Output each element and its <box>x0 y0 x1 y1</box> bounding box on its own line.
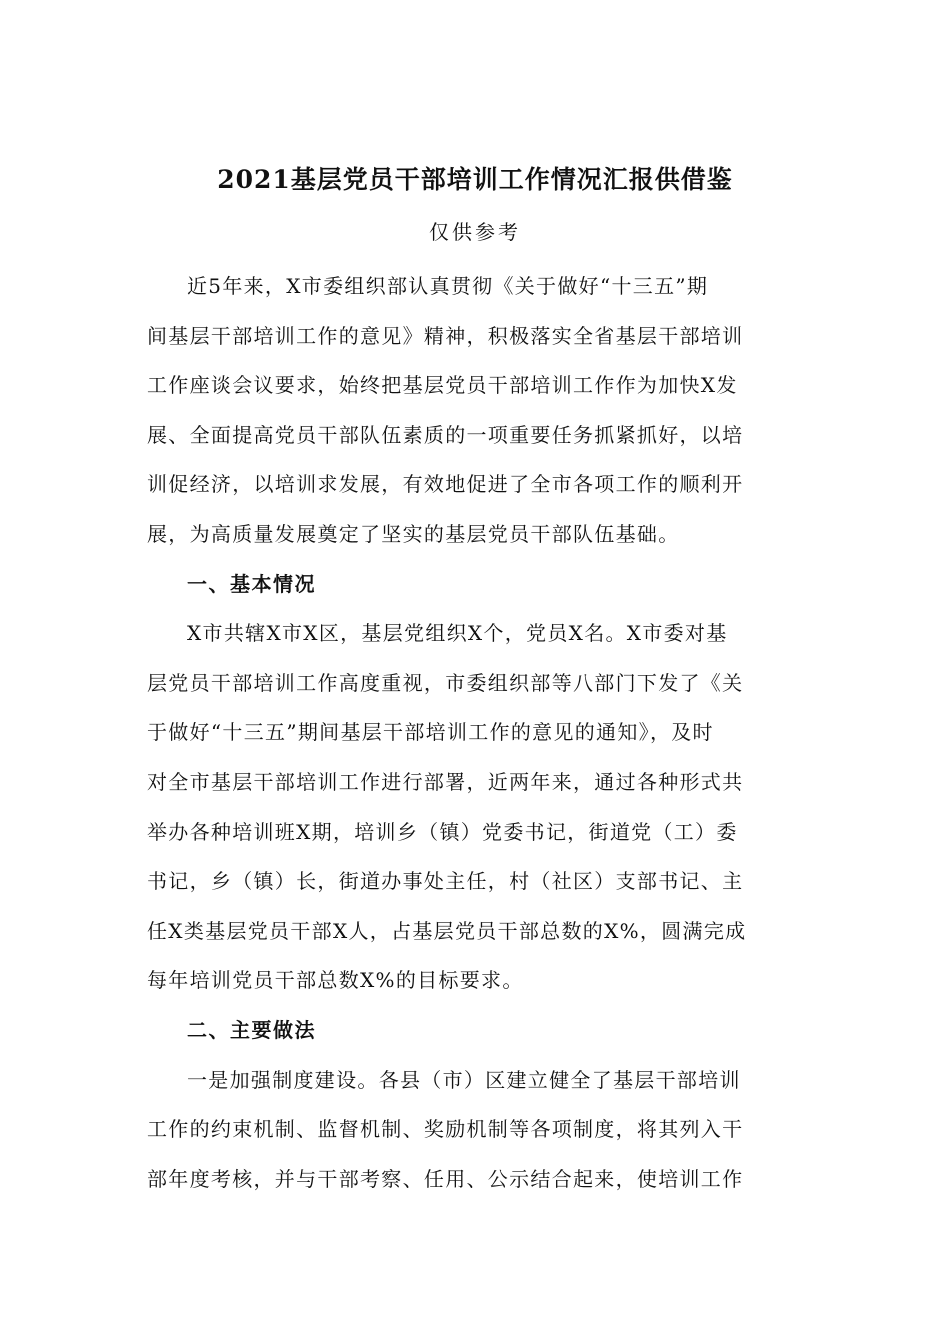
intro-paragraph <box>147 262 795 560</box>
intro-line: 展、全面提高党员干部队伍素质的一项重要任务抓紧抓好，以培 <box>147 422 744 447</box>
intro-line: 工作座谈会议要求，始终把基层党员干部培训工作作为加快X发 <box>147 373 738 398</box>
intro-line: 间基层干部培训工作的意见》精神，积极落实全省基层干部培训 <box>147 323 744 348</box>
intro-line: 训促经济，以培训求发展，有效地促进了全市各项工作的顺利开 <box>147 472 744 497</box>
document-subtitle: 仅供参考 <box>429 220 521 244</box>
document-title: 2021基层党员干部培训工作情况汇报供借鉴 <box>217 165 733 194</box>
section1-line: 对全市基层干部培训工作进行部署，近两年来，通过各种形式共 <box>147 769 744 794</box>
intro-line: 展，为高质量发展奠定了坚实的基层党员干部队伍基础。 <box>147 521 680 546</box>
section1-paragraph <box>147 609 795 1006</box>
section1-line: 每年培训党员干部总数X%的目标要求。 <box>147 968 524 993</box>
section2-paragraph <box>147 1056 795 1205</box>
section1-line: 书记，乡（镇）长，街道办事处主任，村（社区）支部书记、主 <box>147 869 744 894</box>
document-body <box>147 262 795 1204</box>
intro-line: 近5年来，X市委组织部认真贯彻《关于做好“十三五”期 <box>187 274 709 298</box>
section2-line: 一是加强制度建设。各县（市）区建立健全了基层干部培训 <box>187 1067 741 1092</box>
section2-line: 部年度考核，并与干部考察、任用、公示结合起来，使培训工作 <box>147 1166 744 1191</box>
section2-line: 工作的约束机制、监督机制、奖励机制等各项制度，将其列入干 <box>147 1117 744 1142</box>
section1-line: 举办各种培训班X期，培训乡（镇）党委书记，街道党（工）委 <box>147 819 738 844</box>
section1-line: X市共辖X市X区，基层党组织X个，党员X名。X市委对基 <box>187 621 728 646</box>
section1-line: 于做好“十三五”期间基层干部培训工作的意见的通知》，及时 <box>147 720 714 745</box>
section1-line: 层党员干部培训工作高度重视，市委组织部等八部门下发了《关 <box>147 670 744 695</box>
section-heading-basic-situation: 一、基本情况 <box>187 571 316 596</box>
section-heading-main-practices: 二、主要做法 <box>187 1017 316 1042</box>
section1-line: 任X类基层党员干部X人，占基层党员干部总数的X%，圆满完成 <box>147 918 747 943</box>
